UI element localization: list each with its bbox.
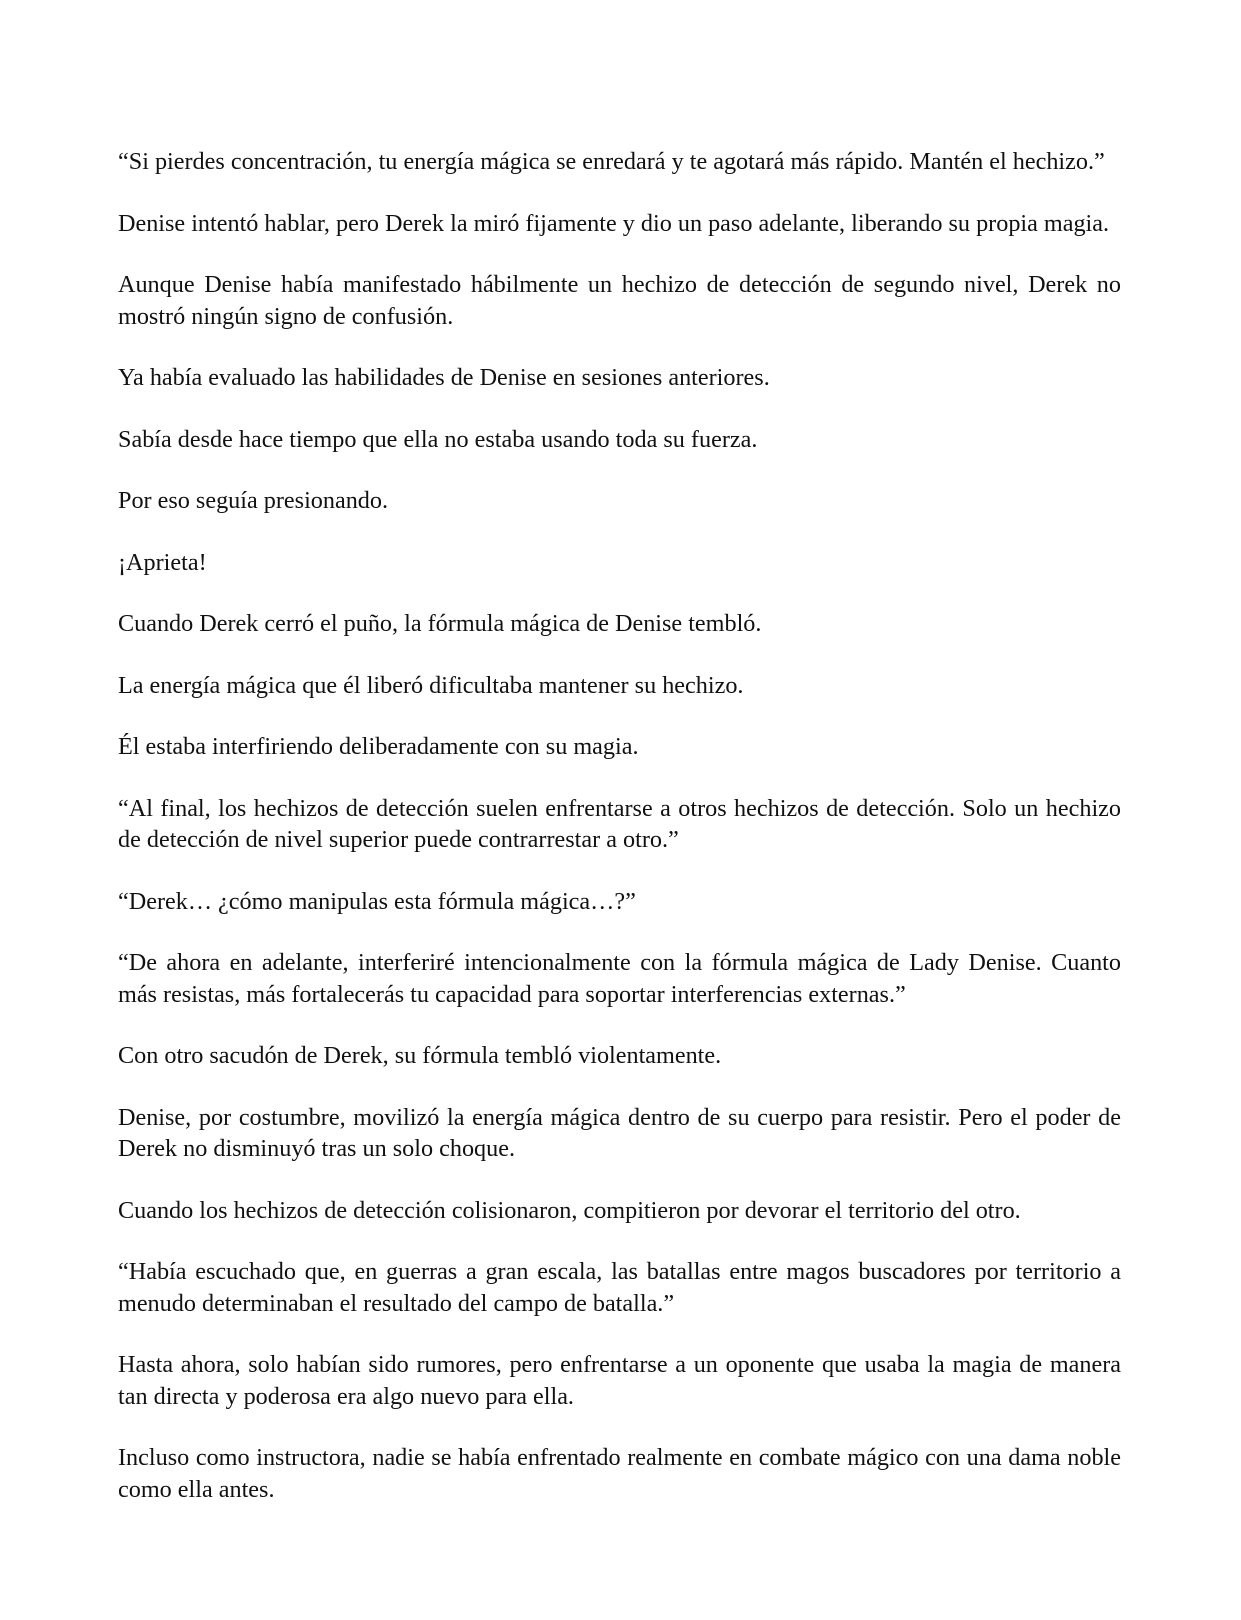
- paragraph: “Si pierdes concentración, tu energía mágica se enredará y te agotará más rápido. Mantén el hechizo.”: [118, 148, 1105, 175]
- paragraph: Cuando Derek cerró el puño, la fórmula mágica de Denise tembló.: [118, 610, 762, 637]
- paragraph: “Derek… ¿cómo manipulas esta fórmula mágica…?”: [118, 887, 636, 915]
- paragraph: Por eso seguía presionando.: [118, 487, 389, 514]
- paragraph: Aunque Denise había manifestado hábilmente un hechizo de detección de segundo nivel, Derek no mostró ningún signo de confusión.: [118, 271, 1121, 330]
- paragraph: “Al final, los hechizos de detección suelen enfrentarse a otros hechizos de detección. Solo un hechizo de detección de nivel superior puede contrarrestar a otro.”: [118, 794, 1121, 853]
- paragraph: Denise intentó hablar, pero Derek la miró fijamente y dio un paso adelante, liberando su propia magia.: [118, 209, 1110, 237]
- paragraph: “Había escuchado que, en guerras a gran escala, las batallas entre magos buscadores por territorio a menudo determinaban el resultado del campo de batalla.”: [118, 1258, 1121, 1317]
- paragraph: Incluso como instructora, nadie se había enfrentado realmente en combate mágico con una dama noble como ella antes.: [118, 1444, 1121, 1503]
- paragraph: ¡Aprieta!: [118, 548, 207, 576]
- paragraph: Sabía desde hace tiempo que ella no estaba usando toda su fuerza.: [118, 425, 758, 453]
- document-body: [118, 146, 1121, 1535]
- paragraph: Cuando los hechizos de detección colisionaron, compitieron por devorar el territorio del otro.: [118, 1196, 1021, 1224]
- paragraph: “De ahora en adelante, interferiré intencionalmente con la fórmula mágica de Lady Denise. Cuanto más resistas, más fortalecerás tu capacidad para soportar interferencias externas.”: [118, 949, 1121, 1008]
- paragraph: Hasta ahora, solo habían sido rumores, pero enfrentarse a un oponente que usaba la magia de manera tan directa y poderosa era algo nuevo para ella.: [118, 1351, 1121, 1410]
- paragraph: La energía mágica que él liberó dificultaba mantener su hechizo.: [118, 671, 744, 699]
- paragraph: Él estaba interfiriendo deliberadamente con su magia.: [118, 733, 639, 760]
- paragraph: Con otro sacudón de Derek, su fórmula tembló violentamente.: [118, 1042, 722, 1069]
- paragraph: Ya había evaluado las habilidades de Denise en sesiones anteriores.: [118, 364, 770, 391]
- paragraph: Denise, por costumbre, movilizó la energía mágica dentro de su cuerpo para resistir. Pero el poder de Derek no disminuyó tras un solo choque.: [118, 1103, 1121, 1162]
